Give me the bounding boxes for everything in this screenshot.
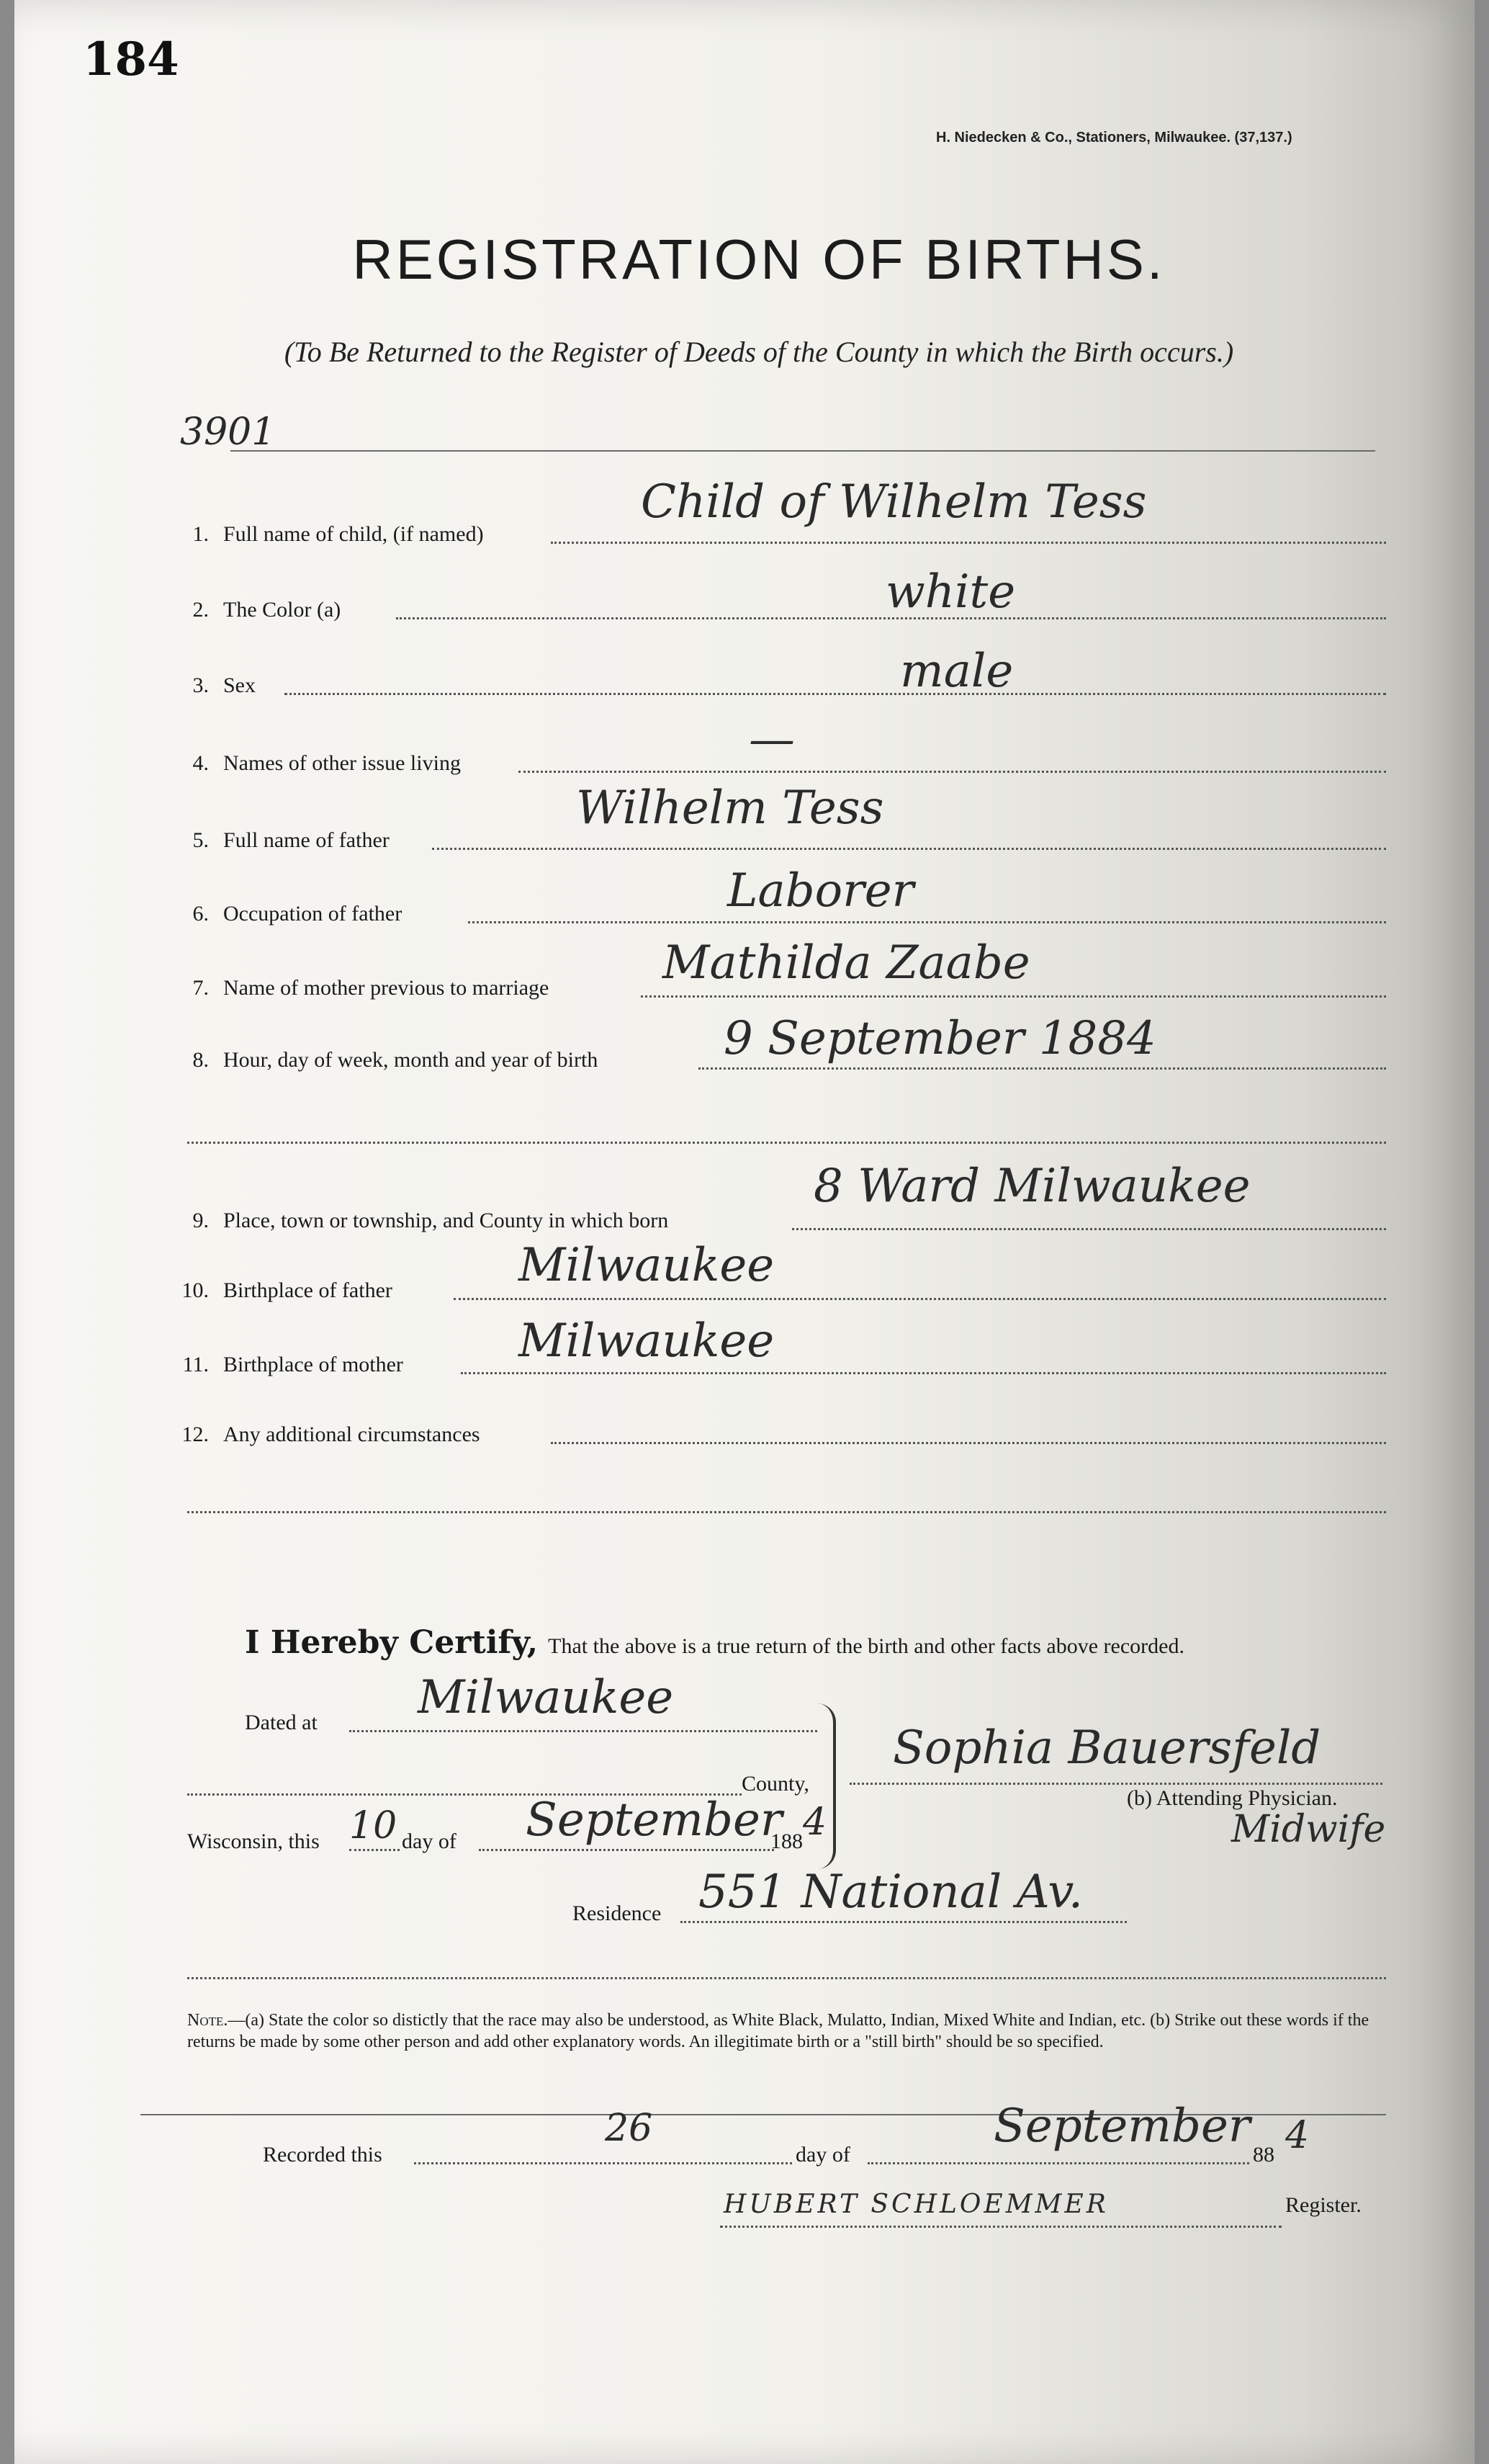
field-label: Birthplace of mother [223,1353,403,1376]
county-label: County, [742,1772,809,1796]
certificate-day-value: 10 [349,1804,397,1847]
footnote [187,2010,1411,2053]
field-dotline [698,1067,1386,1070]
field-value: Child of Wilhelm Tess [641,475,1147,529]
header-rule [230,450,1375,452]
field-dotline [284,693,1386,695]
signature: Sophia Bauersfeld [893,1721,1321,1775]
field-dotline [454,1298,1386,1300]
recorded-day-of-label: day of [796,2143,850,2167]
field-number: 4. [192,751,209,775]
wisconsin-label: Wisconsin, this [187,1829,320,1853]
field-value: male [900,645,1014,698]
certificate-heading: I Hereby Certify, [245,1624,539,1661]
midwife-value: Midwife [1231,1808,1386,1851]
field-label: Any additional circumstances [223,1423,480,1446]
field-number: 10. [181,1278,209,1302]
field-dotline [432,848,1386,850]
field-number: 8. [192,1048,209,1072]
field-value: white [886,565,1016,619]
field-value: Milwaukee [518,1239,775,1292]
certificate-month-value: September [526,1793,783,1847]
certificate-text: That the above is a true return of the birth and other facts above recorded. [548,1634,1184,1658]
register-number: 3901 [180,411,276,454]
recorded-label: Recorded this [263,2143,382,2167]
field-label: Occupation of father [223,902,402,926]
field-label: Place, town or township, and County in which born [223,1209,669,1232]
field-dotline [551,542,1386,544]
field-value: Mathilda Zaabe [662,936,1030,990]
dated-at-dotline [349,1730,817,1732]
certificate-brace [817,1703,836,1869]
register-name: HUBERT SCHLOEMMER [724,2190,1109,2219]
field-value: — [749,713,795,766]
field-label: Hour, day of week, month and year of birth [223,1048,598,1072]
continuation-dotline [187,1142,1386,1144]
page-number: 184 [83,32,179,86]
printer-imprint: H. Niedecken & Co., Stationers, Milwaukee. (37,137.) [936,130,1292,145]
recorded-year-prefix: 88 [1253,2143,1274,2167]
certificate-year-value: 4 [803,1801,827,1844]
day-of-label: day of [402,1829,456,1853]
field-value: Milwaukee [518,1314,775,1368]
field-value: 8 Ward Milwaukee [814,1160,1251,1213]
field-label: The Color (a) [223,598,341,622]
field-value: Laborer [727,864,914,918]
field-dotline [461,1372,1386,1374]
field-dotline [518,771,1386,773]
document-page [14,0,1475,2464]
dated-at-value: Milwaukee [418,1671,674,1724]
recorded-day-dotline [414,2162,792,2164]
blank-dotline [187,1977,1386,1979]
field-dotline [551,1442,1386,1444]
field-number: 9. [192,1209,209,1232]
footnote-prefix: Note. [187,2011,228,2030]
field-label: Name of mother previous to marriage [223,976,549,1000]
dated-at-label: Dated at [245,1711,318,1734]
register-dotline [720,2226,1282,2228]
recorded-month-dotline [868,2162,1249,2164]
footnote-text: —(a) State the color so distictly that the race may also be understood, as White Black, Mulatto, Indian, Mixed White and Indian, etc. (b) Strike out these words if the returns be made by some other person and add other explanatory words. An illegitimate birth or a "still birth" should be so specified. [187,2011,1369,2051]
field-value: 9 September 1884 [724,1012,1156,1065]
recorded-year-value: 4 [1285,2114,1310,2157]
year-prefix: 188 [770,1829,803,1853]
field-number: 7. [192,976,209,1000]
field-value: Wilhelm Tess [576,781,884,835]
residence-label: Residence [572,1901,662,1925]
field-dotline [641,995,1386,998]
document-subtitle: (To Be Returned to the Register of Deeds of the County in which the Birth occurs.) [284,336,1234,368]
continuation-dotline [187,1511,1386,1513]
field-number: 5. [192,828,209,852]
field-number: 6. [192,902,209,926]
field-dotline [468,921,1386,923]
month-dotline [479,1849,774,1851]
document-title: REGISTRATION OF BIRTHS. [352,228,1166,291]
field-label: Names of other issue living [223,751,461,775]
field-number: 11. [182,1353,209,1376]
attending-physician-label: (b) Attending Physician. [1127,1786,1338,1810]
field-label: Birthplace of father [223,1278,392,1302]
field-number: 12. [181,1423,209,1446]
field-label: Full name of child, (if named) [223,522,484,546]
day-dotline [349,1849,400,1851]
recorded-day-value: 26 [605,2107,653,2150]
recorded-month-value: September [994,2100,1251,2153]
field-label: Full name of father [223,828,390,852]
field-number: 1. [192,522,209,546]
register-label: Register. [1285,2193,1362,2217]
field-number: 3. [192,673,209,697]
signature-dotline [850,1783,1382,1785]
field-number: 2. [192,598,209,622]
field-label: Sex [223,673,256,697]
residence-value: 551 National Av. [698,1865,1084,1919]
residence-dotline [680,1921,1127,1923]
certificate-statement [245,1624,1184,1661]
field-dotline [792,1228,1386,1230]
